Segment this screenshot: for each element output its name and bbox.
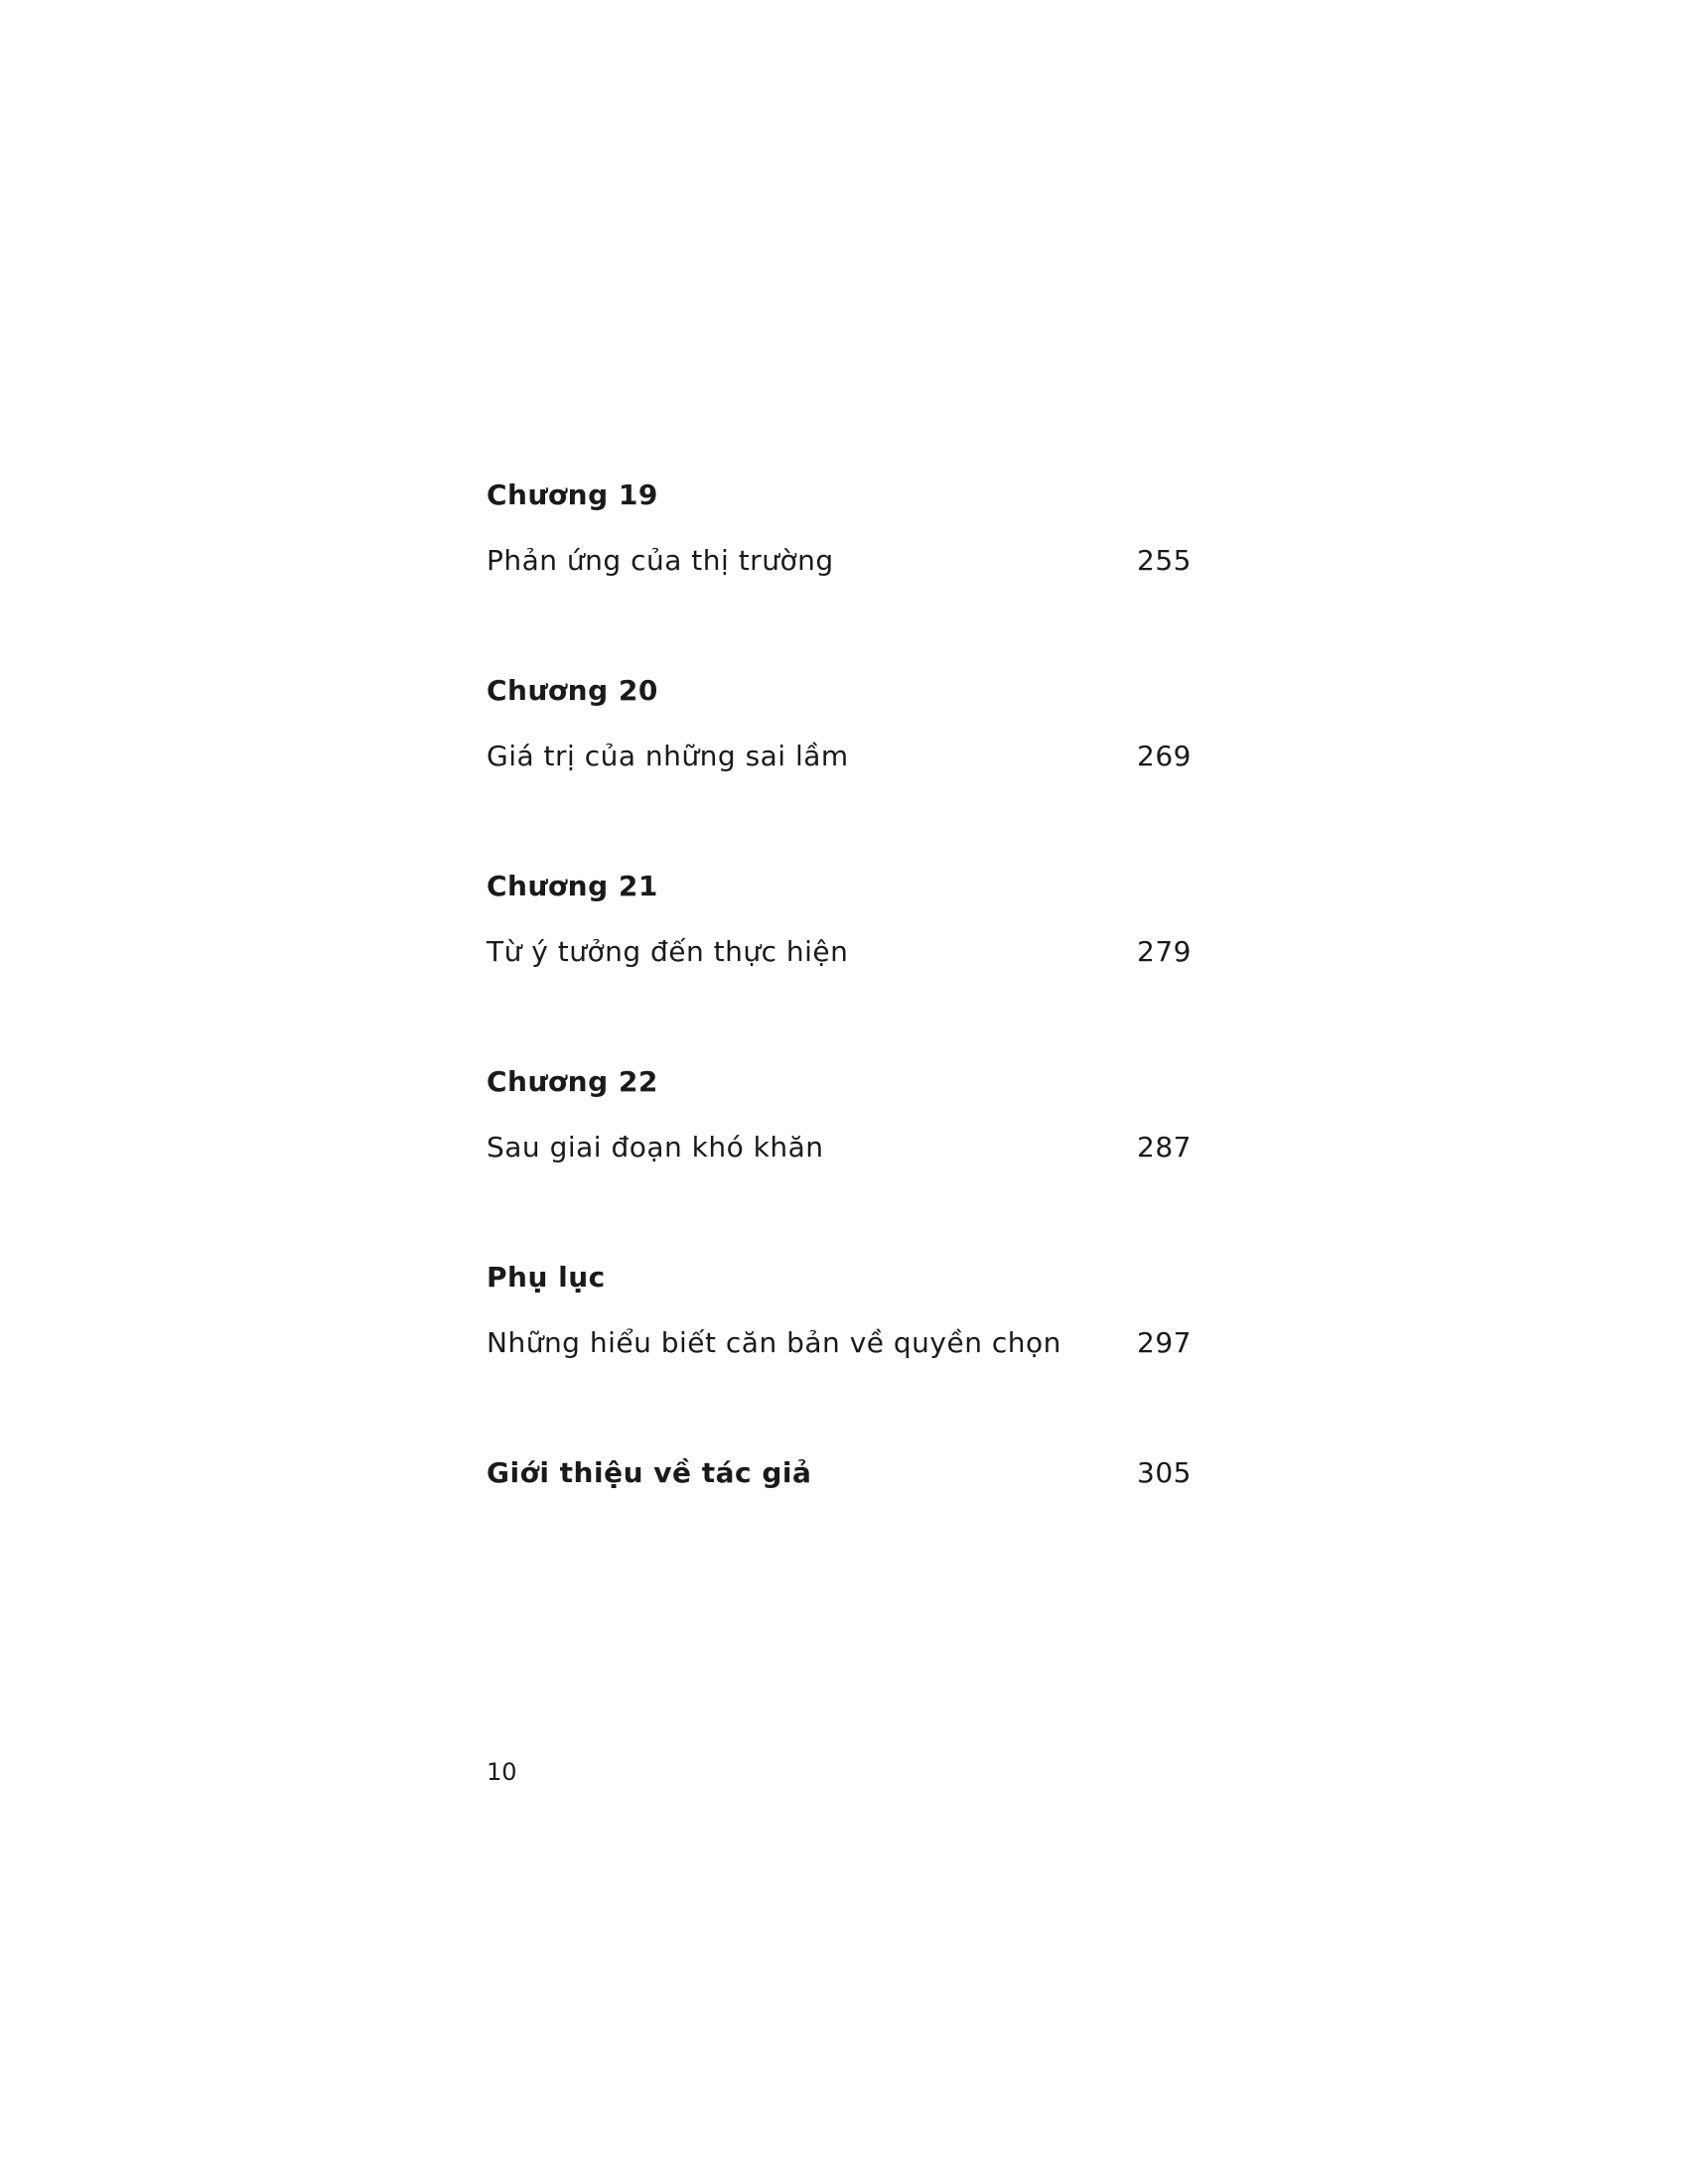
chapter-title: Giá trị của những sai lầm: [487, 740, 849, 772]
chapter-page-number: 279: [1137, 935, 1192, 968]
toc-entry-about-author: [487, 1449, 1192, 1529]
appendix-title: Những hiểu biết căn bản về quyền chọn: [487, 1326, 1061, 1359]
toc-entry-chapter-20: [487, 667, 1192, 863]
about-author-title: Giới thiệu về tác giả: [487, 1456, 812, 1489]
chapter-page-number: 269: [1137, 740, 1192, 772]
chapter-title: Từ ý tưởng đến thực hiện: [487, 935, 849, 968]
table-of-contents: [487, 472, 1192, 1529]
chapter-heading: Chương 19: [487, 478, 658, 511]
toc-entry-chapter-19: [487, 472, 1192, 667]
chapter-title: Sau giai đoạn khó khăn: [487, 1131, 824, 1163]
appendix-heading: Phụ lục: [487, 1261, 606, 1294]
chapter-heading: Chương 21: [487, 870, 658, 902]
about-author-page-number: 305: [1137, 1456, 1192, 1489]
chapter-page-number: 255: [1137, 544, 1192, 577]
folio-page-number: 10: [487, 1758, 517, 1786]
chapter-title: Phản ứng của thị trường: [487, 544, 834, 577]
toc-entry-chapter-21: [487, 863, 1192, 1058]
chapter-heading: Chương 22: [487, 1065, 658, 1098]
appendix-page-number: 297: [1137, 1326, 1192, 1359]
toc-entry-appendix: [487, 1254, 1192, 1449]
chapter-page-number: 287: [1137, 1131, 1192, 1163]
chapter-heading: Chương 20: [487, 674, 658, 707]
toc-entry-chapter-22: [487, 1058, 1192, 1254]
